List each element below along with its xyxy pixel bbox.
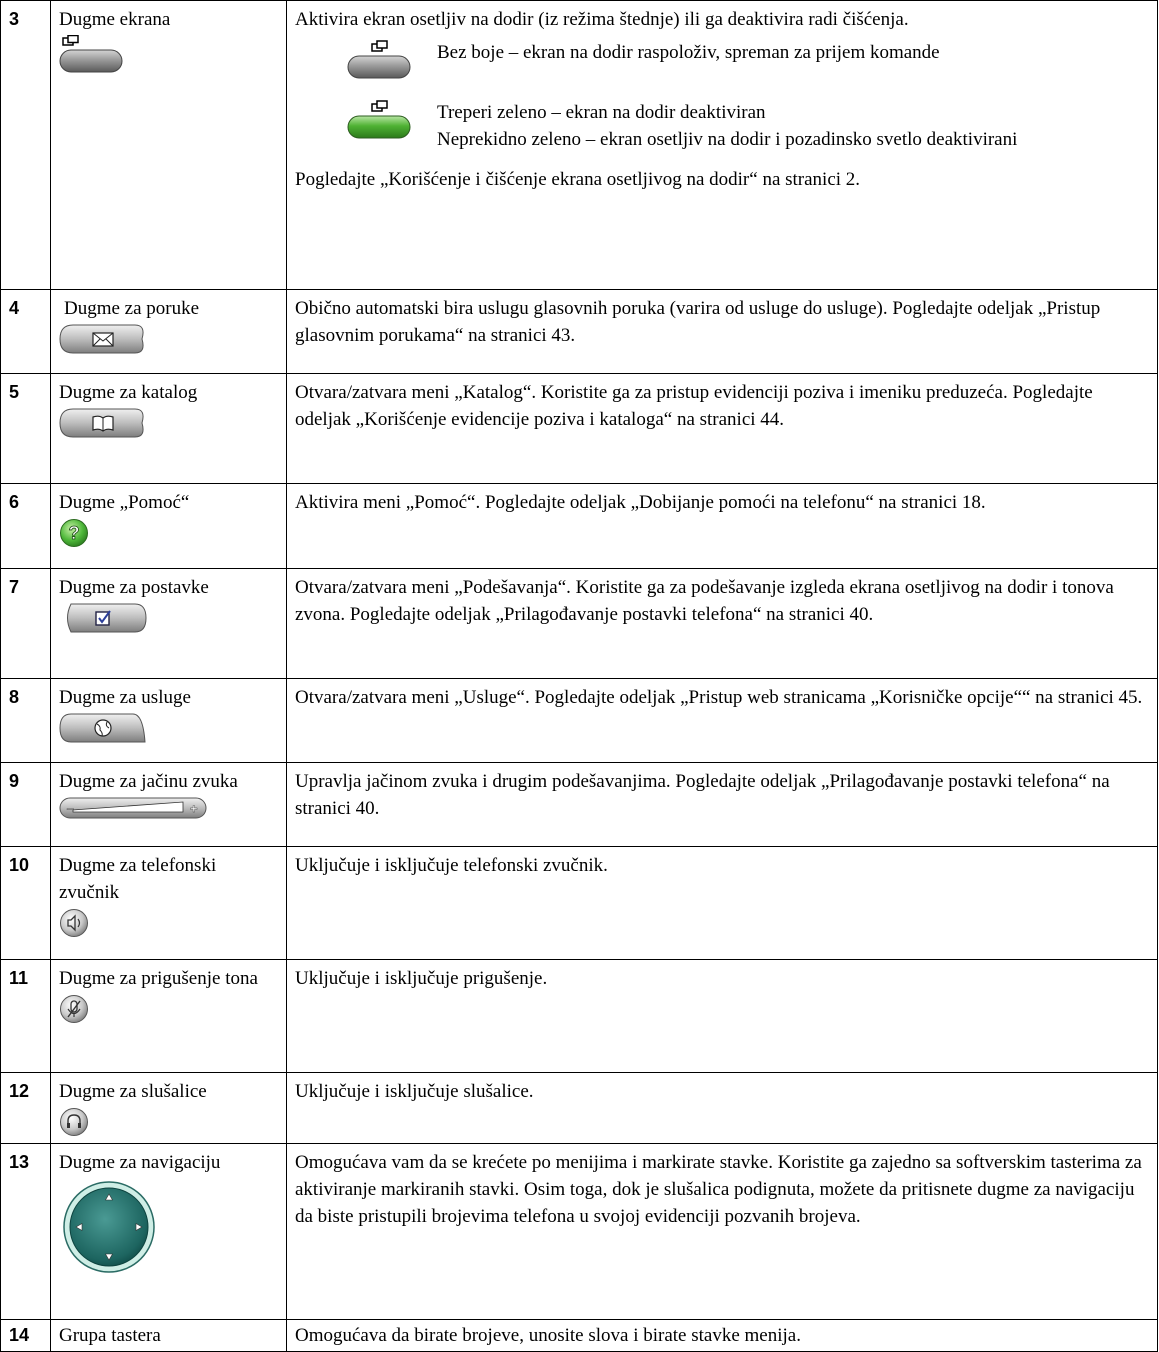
table-row	[1, 1144, 1158, 1320]
button-name: Dugme za navigaciju	[59, 1152, 221, 1173]
row-description: Omogućava da birate brojeve, unosite slova i birate stavke menija.	[287, 1320, 1158, 1352]
table-row	[1, 569, 1158, 679]
state-text: Bez boje – ekran na dodir raspoloživ, spreman za prijem komande	[437, 42, 940, 63]
state-text: Neprekidno zeleno – ekran osetljiv na dodir i pozadinsko svetlo deaktivirani	[437, 129, 1018, 150]
table-row	[1, 1, 1158, 290]
state-item	[295, 99, 1149, 153]
help-question-icon	[59, 518, 89, 548]
row-description: Otvara/zatvara meni „Usluge“. Pogledajte odeljak „Pristup web stranicama „Korisničke opcije““ na stranici 45.	[287, 679, 1158, 763]
table-row	[1, 374, 1158, 484]
table-row	[1, 1073, 1158, 1144]
row-description: Otvara/zatvara meni „Katalog“. Koristite ga za pristup evidenciji poziva i imeniku preduzeća. Pogledajte odeljak „Korišćenje evidencije poziva i kataloga“ na stranici 44.	[287, 374, 1158, 484]
row-number: 10	[1, 847, 51, 960]
speaker-icon	[59, 908, 89, 938]
table-row	[1, 763, 1158, 847]
button-name: Dugme za katalog	[59, 382, 198, 403]
display-button-green-icon	[347, 99, 411, 141]
table-row	[1, 290, 1158, 374]
row-number: 7	[1, 569, 51, 679]
row-description: Uključuje i isključuje telefonski zvučnik.	[287, 847, 1158, 960]
navigation-pad-icon	[62, 1180, 156, 1274]
row-number: 14	[1, 1320, 51, 1352]
row-number: 4	[1, 290, 51, 374]
table-row	[1, 847, 1158, 960]
row-number: 8	[1, 679, 51, 763]
svg-text:+: +	[190, 801, 198, 816]
button-name: Dugme za postavke	[59, 577, 209, 598]
mute-microphone-icon	[59, 994, 89, 1024]
volume-slider-icon	[59, 797, 207, 819]
page-reference: Pogledajte „Korišćenje i čišćenje ekrana osetljivog na dodir“ na stranici 2.	[295, 169, 861, 190]
svg-text:?: ?	[68, 523, 80, 543]
row-number: 3	[1, 1, 51, 290]
row-description: Aktivira ekran osetljiv na dodir (iz režima štednje) ili ga deaktivira radi čišćenja.	[295, 9, 909, 30]
button-name: Grupa tastera	[59, 1325, 161, 1346]
services-globe-icon	[59, 713, 147, 743]
button-name: Dugme za usluge	[59, 687, 191, 708]
button-name: Dugme za prigušenje tona	[59, 968, 258, 989]
button-name: Dugme za poruke	[64, 298, 200, 319]
row-description: Omogućava vam da se krećete po menijima i markirate stavke. Koristite ga zajedno sa softverskim tasterima za aktiviranje markiranih stavki. Osim toga, dok je slušalica podignuta, možete da pritisnete dugme za navigaciju da biste pristupili brojevima telefona u svojoj evidenciji pozvanih brojeva.	[287, 1144, 1158, 1320]
row-number: 13	[1, 1144, 51, 1320]
row-number: 6	[1, 484, 51, 569]
row-number: 11	[1, 960, 51, 1073]
headset-icon	[59, 1107, 89, 1137]
button-name: Dugme „Pomoć“	[59, 492, 190, 513]
svg-text:–: –	[67, 801, 74, 815]
row-description: Aktivira meni „Pomoć“. Pogledajte odeljak „Dobijanje pomoći na telefonu“ na stranici 18.	[287, 484, 1158, 569]
row-description: Uključuje i isključuje prigušenje.	[287, 960, 1158, 1073]
table-row	[1, 484, 1158, 569]
directories-book-icon	[59, 408, 147, 438]
messages-envelope-icon	[59, 324, 147, 354]
row-number: 5	[1, 374, 51, 484]
button-name: Dugme za jačinu zvuka	[59, 771, 238, 792]
button-name: Dugme ekrana	[59, 9, 171, 30]
row-number: 9	[1, 763, 51, 847]
row-description: Uključuje i isključuje slušalice.	[287, 1073, 1158, 1144]
state-item	[295, 39, 1149, 89]
row-description: Obično automatski bira uslugu glasovnih poruka (varira od usluge do usluge). Pogledajte odeljak „Pristup glasovnim porukama“ na stranici 43.	[287, 290, 1158, 374]
settings-checkbox-icon	[59, 603, 147, 633]
table-row	[1, 679, 1158, 763]
display-button-gray-icon	[347, 39, 411, 81]
table-row	[1, 1320, 1158, 1352]
display-button-gray-icon	[59, 35, 123, 75]
table-row	[1, 960, 1158, 1073]
row-number: 12	[1, 1073, 51, 1144]
button-name: Dugme za slušalice	[59, 1081, 207, 1102]
row-description: Otvara/zatvara meni „Podešavanja“. Koristite ga za podešavanje izgleda ekrana osetljivog na dodir i tonova zvona. Pogledajte odeljak „Prilagođavanje postavki telefona“ na stranici 40.	[287, 569, 1158, 679]
row-description: Upravlja jačinom zvuka i drugim podešavanjima. Pogledajte odeljak „Prilagođavanje postavki telefona“ na stranici 40.	[287, 763, 1158, 847]
state-text: Treperi zeleno – ekran na dodir deaktiviran	[437, 102, 766, 123]
button-name: Dugme za telefonski zvučnik	[59, 855, 217, 903]
